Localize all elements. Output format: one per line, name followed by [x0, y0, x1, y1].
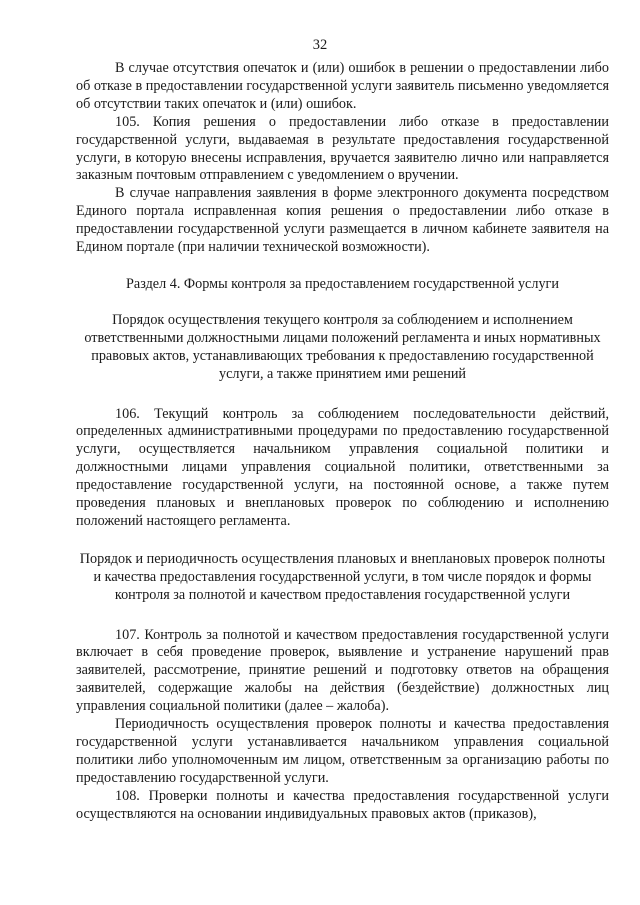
paragraph-108: 108. Проверки полноты и качества предоставления государственной услуги осуществляются на основании индивидуальных правовых актов (приказов),	[76, 787, 609, 822]
paragraph-107: 107. Контроль за полнотой и качеством предоставления государственной услуги включает в себя проведение проверок, выявление и устранение нарушений прав заявителей, рассмотрение, принятие решений и подготовку ответов на обращения заявителей, содержащие жалобы на действия (бездействие) должностных лиц управления социальной политики (далее – жалоба).	[76, 626, 609, 715]
section-4-title: Раздел 4. Формы контроля за предоставлением государственной услуги	[126, 275, 559, 292]
subsection-inspections-title: Порядок и периодичность осуществления плановых и внеплановых проверок полноты и качества предоставления государственной услуги, в том числе порядок и формы контроля за полнотой и качеством предоставления государственной услуги	[79, 550, 606, 603]
page-number: 32	[312, 37, 328, 53]
paragraph-electronic-delivery: В случае направления заявления в форме электронного документа посредством Единого портала исправленная копия решения о предоставлении либо отказе в предоставлении государственной услуги размещается в личном кабинете заявителя на Едином портале (при наличии технической возможности).	[76, 185, 609, 256]
paragraph-105: 105. Копия решения о предоставлении либо отказе в предоставлении государственной услуги, выдаваемая в результате предоставления государственной услуги, в которую внесены исправления, вручается заявителю лично или направляется заказным почтовым отправлением с уведомлением о вручении.	[76, 113, 609, 184]
paragraph-periodicity: Периодичность осуществления проверок полноты и качества предоставления государственной услуги устанавливается начальником управления социальной политики либо уполномоченным им лицом, ответственным за организацию работы по предоставлению государственной услуги.	[76, 716, 609, 786]
paragraph-no-errors: В случае отсутствия опечаток и (или) ошибок в решении о предоставлении либо об отказе в предоставлении государственной услуги заявитель письменно уведомляется об отсутствии таких опечаток и (или) ошибок.	[76, 60, 609, 112]
subsection-current-control-title: Порядок осуществления текущего контроля за соблюдением и исполнением ответственными должностными лицами положений регламента и иных нормативных правовых актов, устанавливающих требования к предоставлению государственной услуги, а также принятием ими решений	[84, 311, 601, 382]
paragraph-106: 106. Текущий контроль за соблюдением последовательности действий, определенных административными процедурами по предоставлению государственной услуги, осуществляется начальником управления социальной политики и должностными лицами управления социальной политики, ответственными за предоставление государственной услуги, на постоянной основе, а также путем проведения плановых и внеплановых проверок по соблюдению и исполнению положений настоящего регламента.	[76, 405, 609, 529]
page-content	[76, 60, 609, 824]
